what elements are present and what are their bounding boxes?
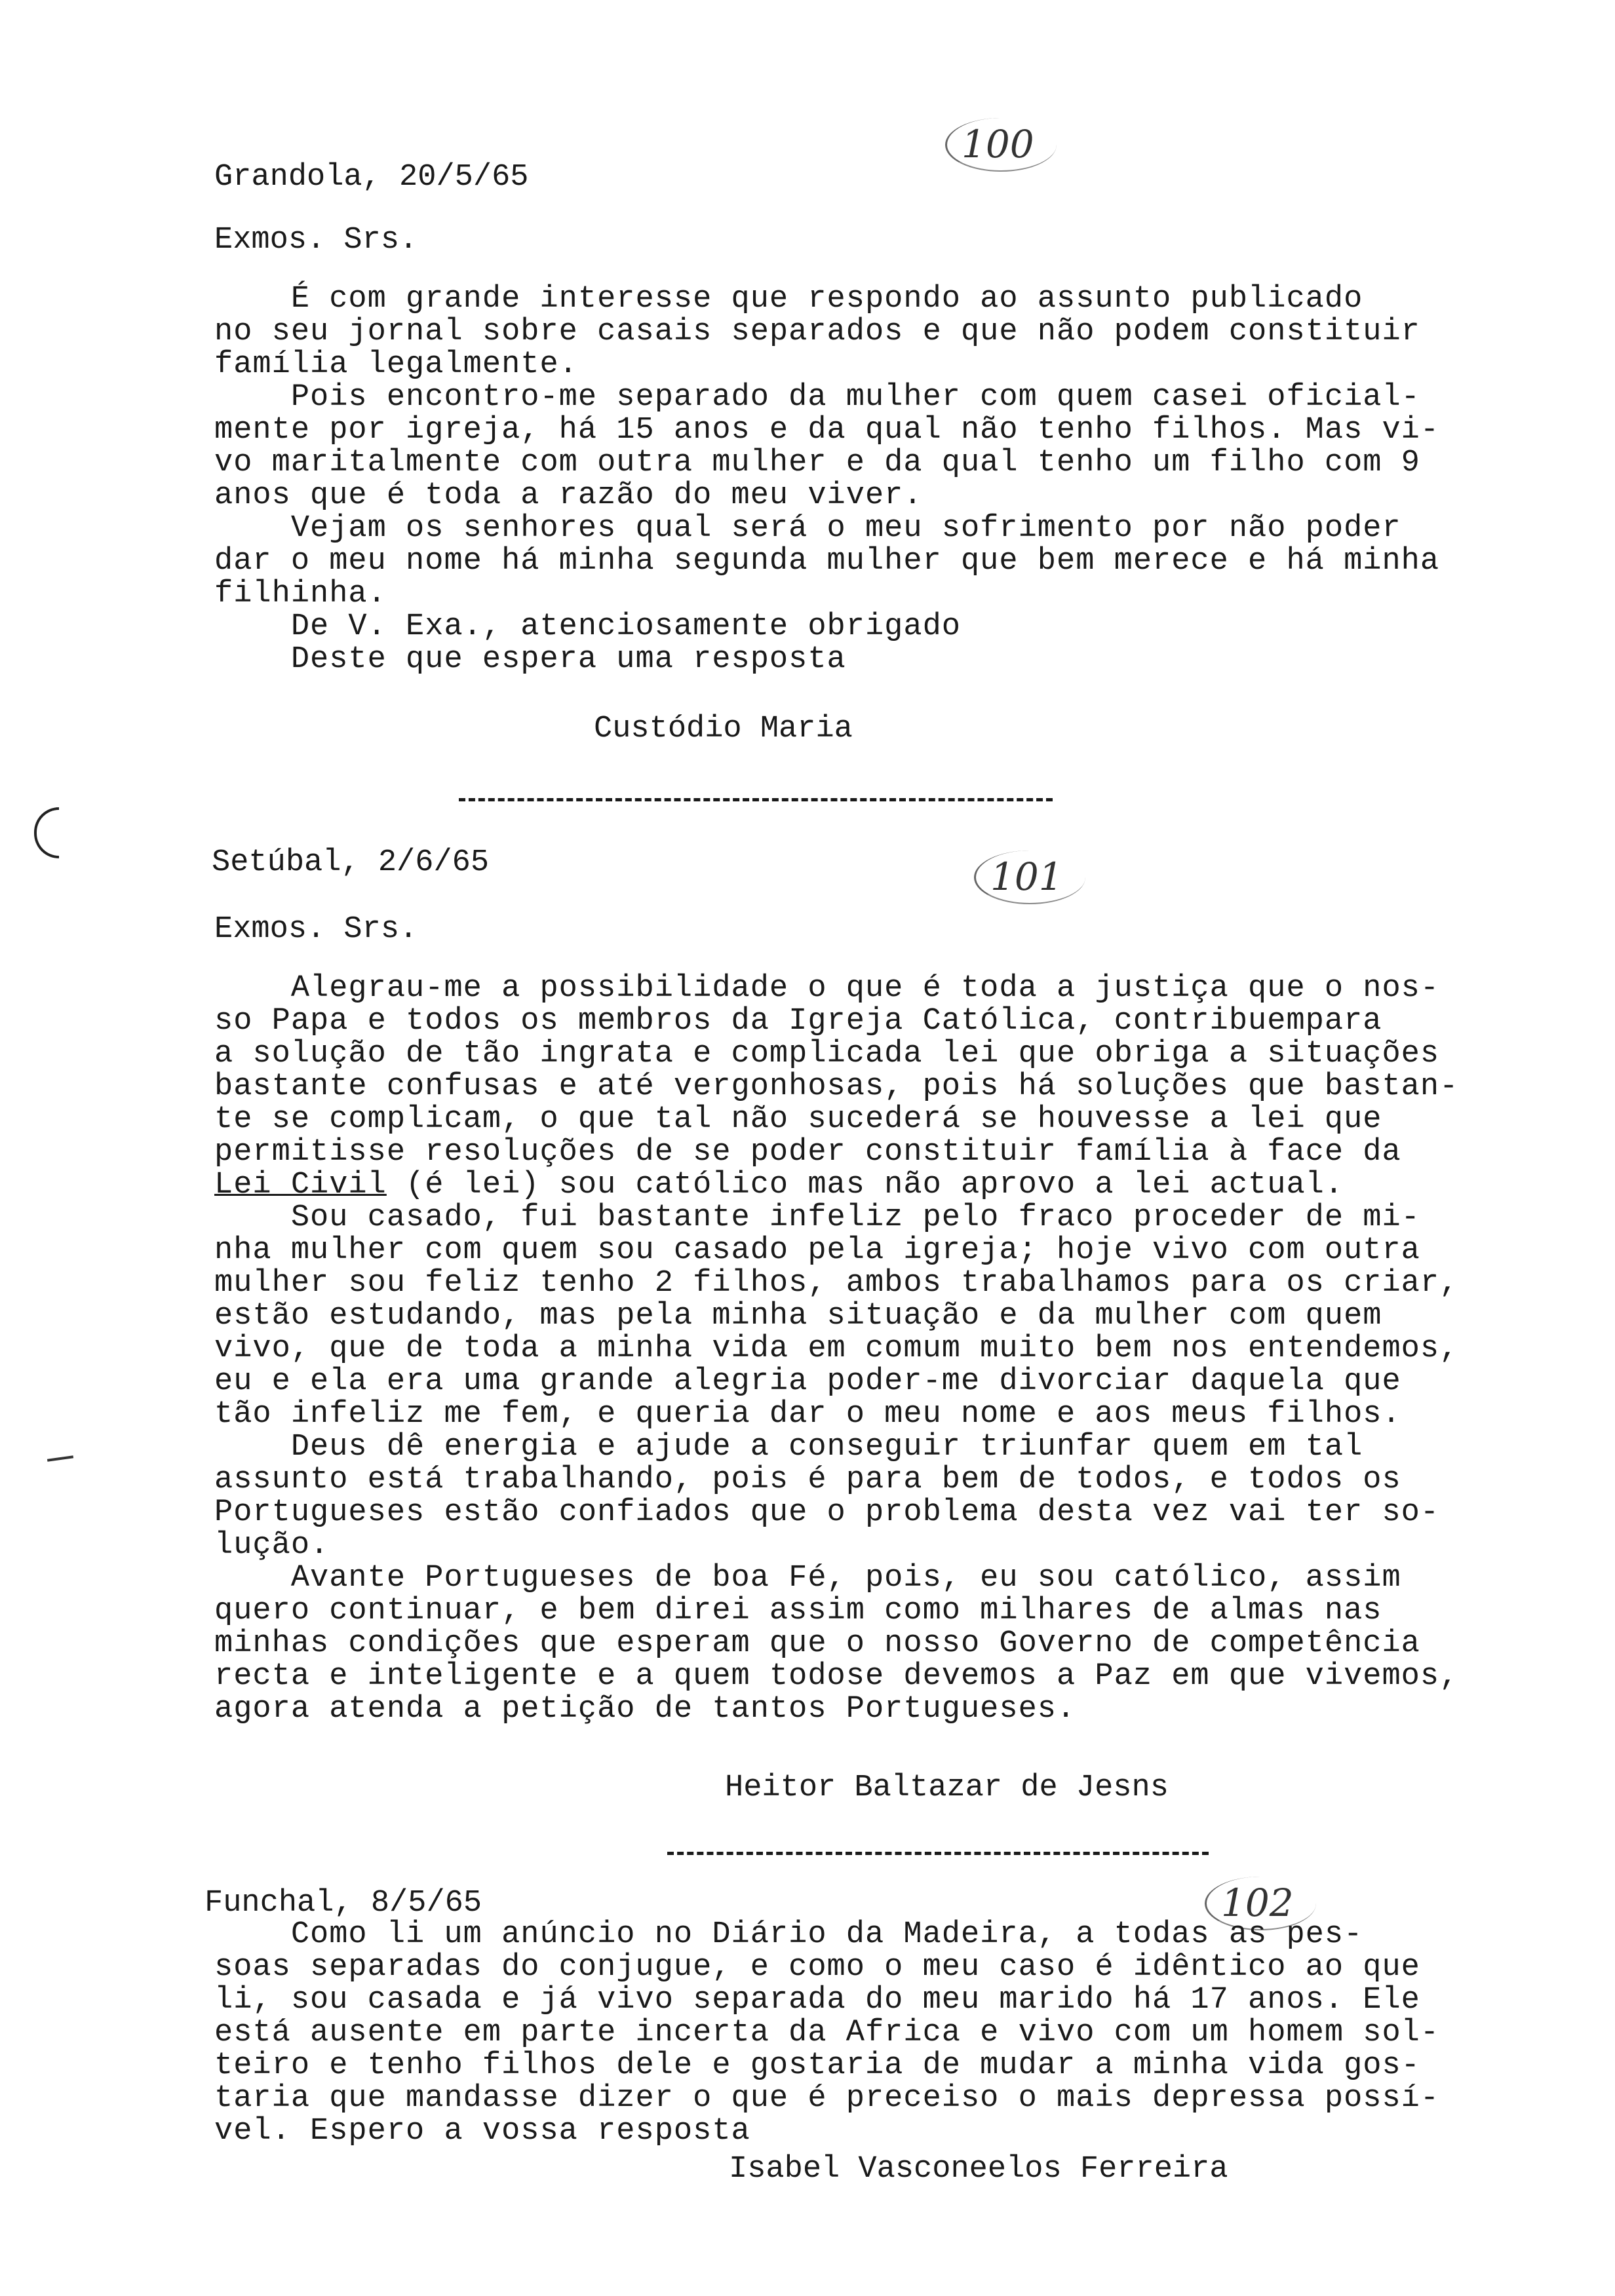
letter-3-body-line: teiro e tenho filhos dele e gostaria de mudar a minha vida gos- xyxy=(214,2048,1420,2083)
letter-2-body-line: assunto está trabalhando, pois é para bem de todos, e todos os xyxy=(214,1463,1401,1497)
letter-1-body-line: Deste que espera uma resposta xyxy=(214,642,846,677)
letter-3-body-line: Como li um anúncio no Diário da Madeira, a todas as pes- xyxy=(214,1917,1363,1952)
letter-1-body-line: É com grande interesse que respondo ao assunto publicado xyxy=(214,282,1363,316)
letter-2-body-line: te se complicam, o que tal não sucederá se houvesse a lei que xyxy=(214,1102,1382,1137)
letter-3-body-line: soas separadas do conjugue, e como o meu caso é idêntico ao que xyxy=(214,1950,1420,1985)
letter-1-body-line: família legalmente. xyxy=(214,347,578,382)
letter-2-body-line: Avante Portugueses de boa Fé, pois, eu sou católico, assim xyxy=(214,1561,1401,1596)
separator-1 xyxy=(459,798,1053,801)
letter-2-body-line: bastante confusas e até vergonhosas, pois há soluções que bastan- xyxy=(214,1069,1459,1104)
letter-3-body-line: li, sou casada e já vivo separada do meu marido há 17 anos. Ele xyxy=(214,1983,1420,2018)
letter-2-body-line: a solução de tão ingrata e complicada lei que obriga a situações xyxy=(214,1037,1440,1071)
letter-2-body-line: Sou casado, fui bastante infeliz pelo fraco proceder de mi- xyxy=(214,1200,1420,1235)
letter-1-archive-number: 100 xyxy=(945,118,1057,172)
letter-2-body-line: recta e inteligente e a quem todose devemos a Paz em que vivemos, xyxy=(214,1659,1459,1694)
letter-2-body-line: quero continuar, e bem direi assim como milhares de almas nas xyxy=(214,1594,1382,1628)
letter-2-body-line: agora atenda a petição de tantos Portugueses. xyxy=(214,1692,1076,1727)
letter-1-dateline: Grandola, 20/5/65 xyxy=(214,160,529,195)
letter-3-archive-number: 102 xyxy=(1205,1877,1316,1930)
letter-1-body-line: filhinha. xyxy=(214,577,387,611)
letter-2-body-line: eu e ela era uma grande alegria poder-me divorciar daquela que xyxy=(214,1364,1401,1399)
letter-2-body-line: Lei Civil (é lei) sou católico mas não aprovo a lei actual. xyxy=(214,1168,1344,1202)
letter-2-body-line: vivo, que de toda a minha vida em comum muito bem nos entendemos, xyxy=(214,1331,1459,1366)
letter-2-body-line: Deus dê energia e ajude a conseguir triunfar quem em tal xyxy=(214,1430,1363,1464)
letter-3-dateline: Funchal, 8/5/65 xyxy=(204,1886,482,1921)
letter-2-body-line: minhas condições que esperam que o nosso Governo de competência xyxy=(214,1626,1420,1661)
letter-2-body-line: estão estudando, mas pela minha situação e da mulher com quem xyxy=(214,1299,1382,1333)
letter-2-body-line: lução. xyxy=(214,1528,330,1563)
letter-1-body-line: Pois encontro-me separado da mulher com quem casei oficial- xyxy=(214,380,1420,415)
letter-2-body-line: Portugueses estão confiados que o problema desta vez vai ter so- xyxy=(214,1495,1440,1530)
letter-2-body-line: permitisse resoluções de se poder constituir família à face da xyxy=(214,1135,1401,1170)
letter-1-body-line: Vejam os senhores qual será o meu sofrimento por não poder xyxy=(214,511,1401,546)
separator-2 xyxy=(667,1852,1209,1855)
underlined-phrase: Lei Civil xyxy=(214,1168,387,1202)
letter-3-body-line: está ausente em parte incerta da Africa e vivo com um homem sol- xyxy=(214,2016,1440,2050)
letter-3-signature: Isabel Vasconeelos Ferreira xyxy=(729,2152,1228,2187)
letter-2-body-line: Alegrau-me a possibilidade o que é toda a justiça que o nos- xyxy=(214,971,1440,1006)
letter-3-body-line: taria que mandasse dizer o que é preceiso o mais depressa possí- xyxy=(214,2081,1440,2116)
margin-mark-dash xyxy=(47,1455,73,1462)
letter-1-body-line: mente por igreja, há 15 anos e da qual não tenho filhos. Mas vi- xyxy=(214,413,1440,448)
letter-2-archive-number: 101 xyxy=(974,851,1085,904)
letter-1-body-line: no seu jornal sobre casais separados e que não podem constituir xyxy=(214,315,1420,349)
letter-1-salutation: Exmos. Srs. xyxy=(214,223,418,258)
letter-2-body-line: nha mulher com quem sou casado pela igreja; hoje vivo com outra xyxy=(214,1233,1420,1268)
margin-mark-c xyxy=(34,807,59,858)
letter-1-signature: Custódio Maria xyxy=(594,712,853,746)
letter-2-body-line: so Papa e todos os membros da Igreja Católica, contribuempara xyxy=(214,1004,1382,1039)
letter-3-body-line: vel. Espero a vossa resposta xyxy=(214,2114,750,2149)
letter-2-body-line: tão infeliz me fem, e queria dar o meu nome e aos meus filhos. xyxy=(214,1397,1401,1432)
letter-2-salutation: Exmos. Srs. xyxy=(214,912,418,947)
letter-2-body-line: mulher sou feliz tenho 2 filhos, ambos trabalhamos para os criar, xyxy=(214,1266,1459,1301)
letter-2-signature: Heitor Baltazar de Jesns xyxy=(725,1770,1169,1805)
letter-1-body-line: vo maritalmente com outra mulher e da qual tenho um filho com 9 xyxy=(214,446,1420,480)
letter-2-dateline: Setúbal, 2/6/65 xyxy=(212,845,490,880)
letter-1-body-line: anos que é toda a razão do meu viver. xyxy=(214,478,923,513)
letter-1-body-line: dar o meu nome há minha segunda mulher que bem merece e há minha xyxy=(214,544,1440,579)
letter-1-body-line: De V. Exa., atenciosamente obrigado xyxy=(214,609,961,644)
